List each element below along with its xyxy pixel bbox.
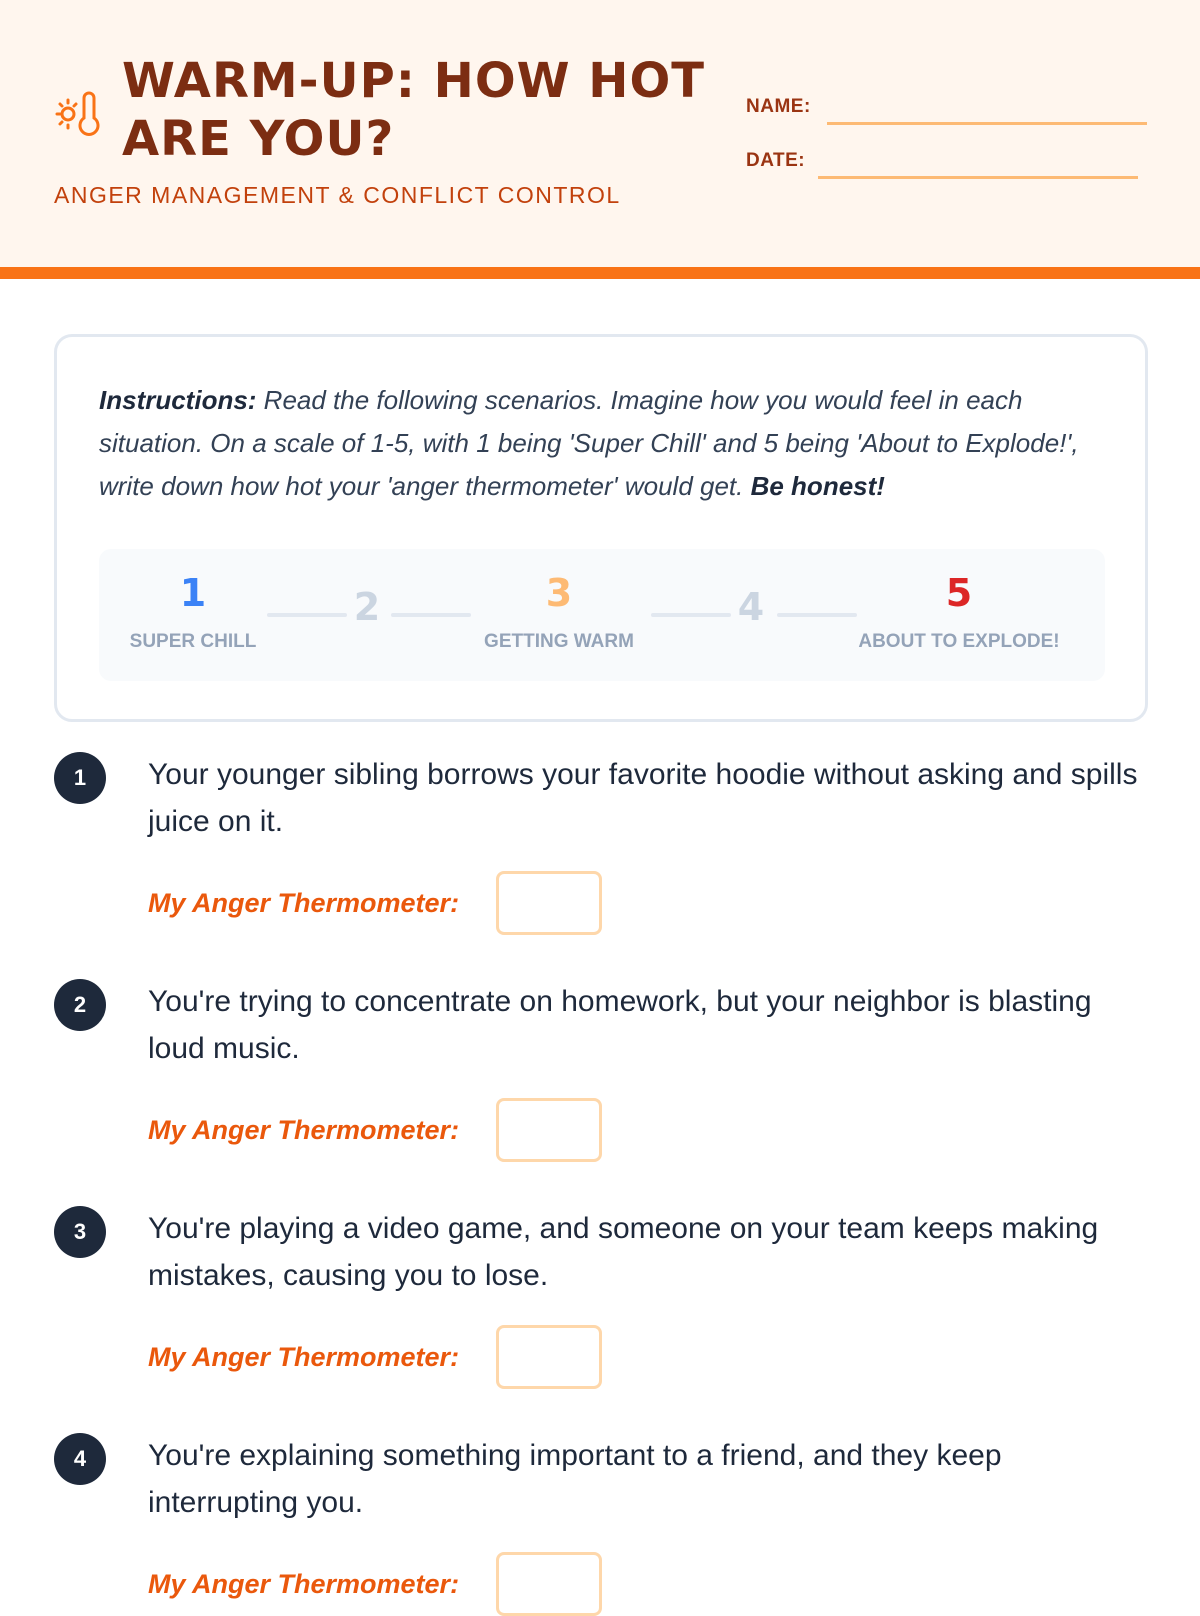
date-label: DATE: xyxy=(746,150,806,171)
scale-divider xyxy=(651,613,731,617)
answer-box[interactable] xyxy=(496,1325,602,1389)
answer-box[interactable] xyxy=(496,1098,602,1162)
answer-label: My Anger Thermometer: xyxy=(148,1342,460,1372)
answer-box[interactable] xyxy=(496,871,602,935)
scale-label-5: ABOUT TO EXPLODE! xyxy=(858,631,1060,652)
scale-label-3: GETTING WARM xyxy=(484,631,634,652)
instructions-card xyxy=(54,334,1148,722)
question-text: You're playing a video game, and someone on your team keeps making mistakes, causing you to lose. xyxy=(148,1212,1099,1292)
scale-value-2: 2 xyxy=(353,585,381,629)
instructions-text xyxy=(99,379,1109,508)
answer-box[interactable] xyxy=(496,1552,602,1616)
scale-value-4: 4 xyxy=(737,585,765,629)
question-text: Your younger sibling borrows your favorite hoodie without asking and spills juice on it. xyxy=(148,758,1138,838)
date-field[interactable] xyxy=(818,176,1138,179)
instructions-emphasis: Be honest! xyxy=(750,471,885,501)
instructions-body: Read the following scenarios. Imagine how you would feel in each situation. On a scale of 1-5, with 1 being 'Super Chill' and 5 being 'About to Explode!', write down how hot your 'anger thermometer' would get. xyxy=(99,385,1079,501)
worksheet-header xyxy=(0,0,1200,279)
page-title: WARM-UP: HOW HOT ARE YOU? xyxy=(122,53,705,167)
page-subtitle: ANGER MANAGEMENT & CONFLICT CONTROL xyxy=(54,182,621,208)
scale-label-1: SUPER CHILL xyxy=(129,631,257,652)
instructions-lead: Instructions: xyxy=(99,385,257,415)
answer-label: My Anger Thermometer: xyxy=(148,1115,460,1145)
name-field[interactable] xyxy=(827,122,1147,125)
scale-value-3: 3 xyxy=(545,571,573,615)
scale-value-5: 5 xyxy=(945,571,973,615)
question-number: 1 xyxy=(54,752,106,804)
answer-label: My Anger Thermometer: xyxy=(148,1569,460,1599)
question-text: You're trying to concentrate on homework, but your neighbor is blasting loud music. xyxy=(148,985,1092,1065)
anger-scale xyxy=(99,549,1105,681)
question-number: 4 xyxy=(54,1433,106,1485)
answer-label: My Anger Thermometer: xyxy=(148,888,460,918)
thermometer-icon xyxy=(54,90,102,138)
scale-value-1: 1 xyxy=(179,571,207,615)
question-number: 2 xyxy=(54,979,106,1031)
question-text: You're explaining something important to a friend, and they keep interrupting you. xyxy=(148,1439,1002,1519)
name-label: NAME: xyxy=(746,96,811,117)
scale-divider xyxy=(777,613,857,617)
scale-divider xyxy=(267,613,347,617)
question-number: 3 xyxy=(54,1206,106,1258)
scale-divider xyxy=(391,613,471,617)
